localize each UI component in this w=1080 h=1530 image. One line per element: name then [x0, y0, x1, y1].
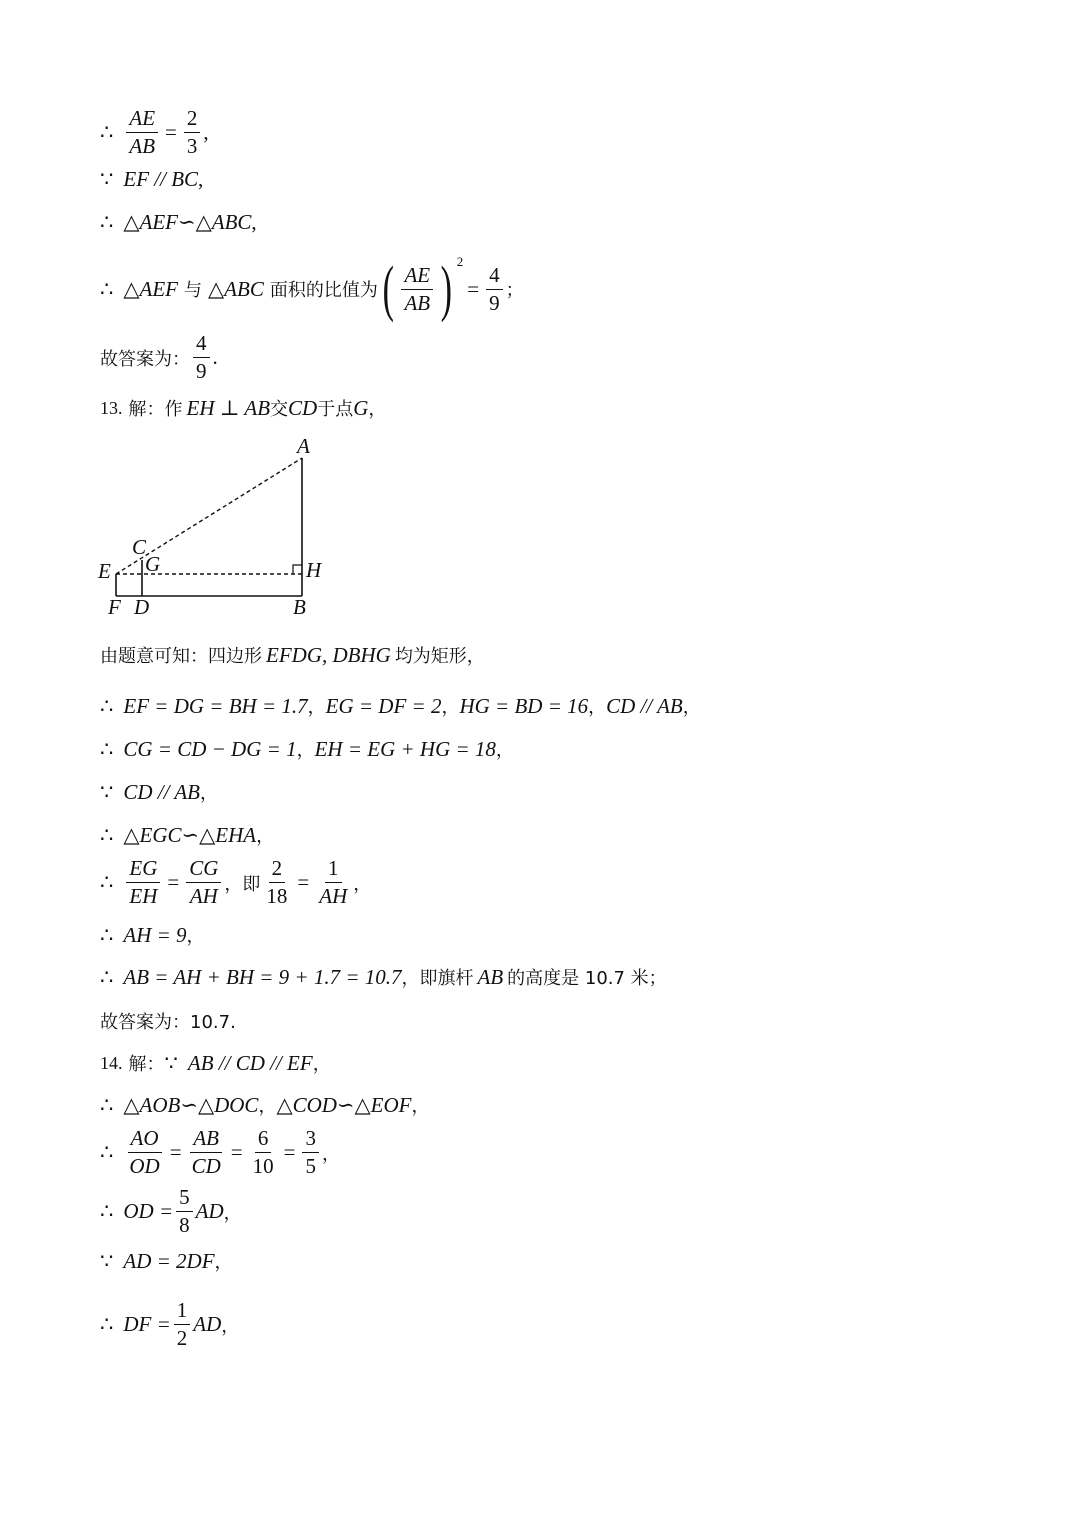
chinese-text: 故答案为： [100, 348, 190, 370]
chinese-text: 与 [184, 280, 203, 301]
fraction-cg-ah: $\frac{CG}{AH}$ [186, 858, 221, 907]
punctuation: ， [682, 697, 701, 718]
label-g: G [145, 552, 161, 576]
chinese-text: 于点 [317, 399, 354, 420]
math-expression: △ABC [208, 276, 264, 301]
line-proportion [100, 858, 371, 907]
math-expression: EFDG, DBHG [266, 642, 391, 667]
line-ef-parallel-bc [100, 167, 203, 192]
line-problem-14 [100, 1050, 331, 1076]
label-h: H [306, 558, 322, 582]
chinese-text: 面积的比值为 [269, 280, 378, 301]
fraction-2-18: $\frac{2}{18}$ [266, 856, 288, 908]
math-expression: EF = DG = BH = 1.7 [123, 693, 308, 718]
punctuation: , [251, 210, 257, 234]
line-ratio-ae-ab [100, 108, 209, 157]
because-symbol: ∵ [164, 1050, 178, 1075]
label-b: B [293, 595, 306, 619]
math-expression: OD = [123, 1199, 174, 1223]
therefore-symbol: ∴ [100, 964, 114, 989]
chinese-text: ，即 [224, 873, 261, 895]
line-od-ad [100, 1187, 242, 1236]
punctuation: ， [307, 697, 326, 718]
punctuation: ， [223, 1202, 242, 1224]
math-expression: EF // BC [123, 167, 199, 191]
equals: = [169, 1140, 182, 1164]
math-expression: AB // CD // EF [187, 1050, 313, 1075]
therefore-symbol: ∴ [100, 120, 114, 144]
punctuation: , [198, 167, 204, 191]
geometry-figure [90, 430, 350, 630]
math-expression: EH = EG + HG = 18 [314, 736, 496, 761]
line-ab-height [100, 964, 667, 990]
therefore-symbol: ∴ [100, 276, 114, 301]
equals: = [230, 1140, 243, 1164]
math-expression: AB = AH + BH = 9 + 1.7 = 10.7 [123, 964, 402, 989]
fraction-ae-ab: $\frac{AE}{AB}$ [126, 108, 158, 157]
punctuation: ， [312, 1054, 331, 1075]
therefore-symbol: ∴ [100, 1199, 114, 1223]
math-expression: △EGC∽△EHA [123, 822, 257, 847]
chinese-text: 解：作 [128, 399, 183, 420]
math-expression: AB [477, 964, 504, 989]
math-expression: △AEF [123, 276, 179, 301]
therefore-symbol: ∴ [100, 1092, 114, 1117]
line-rectangles [100, 642, 485, 668]
math-expression: △COD∽△EOF [276, 1092, 412, 1117]
line-similar-aob-doc [100, 1092, 430, 1118]
fraction-ao-od: $\frac{AO}{OD}$ [129, 1126, 160, 1178]
therefore-symbol: ∴ [100, 1140, 114, 1164]
line-df-ad [100, 1300, 239, 1349]
math-expression: AH = 9 [123, 922, 187, 947]
label-d: D [134, 595, 150, 619]
line-lengths [100, 693, 701, 719]
label-a: A [297, 434, 310, 458]
line-answer-10-7 [100, 1008, 236, 1034]
therefore-symbol: ∴ [100, 922, 114, 947]
chinese-text: 由题意可知：四边形 [100, 646, 262, 667]
math-expression: △AEF∽△ABC [123, 210, 252, 234]
fraction-eg-eh: $\frac{EG}{EH}$ [126, 858, 160, 907]
fraction-1-ah: $\frac{1}{AH}$ [319, 856, 348, 908]
fraction-4-9: $\frac{4}{9}$ [193, 333, 210, 382]
fraction-3-5: $\frac{3}{5}$ [302, 1128, 319, 1177]
punctuation: ， [200, 783, 218, 804]
math-expression: EG = DF = 2 [325, 693, 442, 718]
math-expression: AD [193, 1312, 222, 1336]
punctuation: ， [353, 873, 372, 895]
math-expression: CD [288, 395, 318, 420]
fraction-1-2: $\frac{1}{2}$ [174, 1300, 191, 1349]
problem-number: 13. [100, 397, 123, 418]
punctuation: ， [441, 697, 460, 718]
chinese-text: 的高度是 10.7 米； [507, 968, 667, 989]
line-ratio-ao-od [100, 1128, 340, 1177]
fraction-6-10: $\frac{6}{10}$ [252, 1126, 274, 1178]
fraction-ab-cd: $\frac{AB}{CD}$ [191, 1126, 221, 1178]
therefore-symbol: ∴ [100, 693, 114, 718]
fraction-4-9: $\frac{4}{9}$ [486, 265, 503, 314]
punctuation: ， [321, 1143, 340, 1165]
math-expression: G [353, 395, 369, 420]
line-answer-4-9 [100, 333, 218, 382]
therefore-symbol: ∴ [100, 870, 114, 894]
squared-ratio: ( $\frac{AE}{AB}$ ) 2 [382, 254, 464, 323]
punctuation: ， [368, 399, 387, 420]
punctuation: ； [505, 280, 524, 301]
punctuation: ， [411, 1096, 430, 1117]
because-symbol: ∵ [100, 779, 114, 804]
because-symbol: ∵ [100, 1248, 114, 1273]
punctuation: ， [186, 926, 205, 947]
math-expression: CD // AB [123, 779, 200, 804]
math-expression: △AOB∽△DOC [123, 1092, 259, 1117]
punctuation: . [212, 345, 218, 369]
punctuation: ， [214, 1252, 233, 1273]
line-area-ratio [100, 254, 524, 323]
label-f: F [108, 595, 121, 619]
therefore-symbol: ∴ [100, 822, 114, 847]
math-expression: HG = BD = 16 [459, 693, 589, 718]
because-symbol: ∵ [100, 167, 114, 191]
punctuation: ， [296, 740, 315, 761]
line-ad-2df [100, 1248, 233, 1274]
therefore-symbol: ∴ [100, 1312, 114, 1336]
line-similar-egc-eha [100, 822, 274, 848]
chinese-text: 交 [270, 399, 289, 420]
math-expression: CG = CD − DG = 1 [123, 736, 297, 761]
fraction-2-3: $\frac{2}{3}$ [184, 108, 201, 157]
equals: = [297, 870, 310, 894]
problem-number: 14. [100, 1052, 123, 1073]
line-cd-parallel-ab [100, 779, 218, 805]
punctuation: , [203, 120, 209, 144]
chinese-text: 解： [128, 1054, 165, 1075]
punctuation: ， [256, 826, 275, 847]
punctuation: ， [258, 1096, 277, 1117]
chinese-text: ，即旗杆 [401, 968, 474, 989]
equals: = [165, 120, 177, 144]
punctuation: ， [495, 740, 514, 761]
equals: = [467, 276, 480, 301]
chinese-text: 故答案为：10.7. [100, 1012, 236, 1033]
punctuation: ， [588, 697, 607, 718]
math-expression: EH ⊥ AB [186, 395, 271, 420]
label-c: C [132, 535, 147, 559]
line-cg-eh [100, 736, 514, 762]
math-expression: DF = [123, 1312, 171, 1336]
chinese-text: 均为矩形， [394, 646, 485, 667]
label-e: E [98, 559, 111, 583]
equals: = [283, 1140, 296, 1164]
line-ah-9 [100, 922, 205, 948]
line-similar-triangles [100, 210, 257, 235]
equals: = [167, 870, 180, 894]
fraction-5-8: $\frac{5}{8}$ [176, 1187, 193, 1236]
math-expression: AD [195, 1199, 224, 1223]
therefore-symbol: ∴ [100, 210, 114, 234]
therefore-symbol: ∴ [100, 736, 114, 761]
math-expression: AD = 2DF [123, 1248, 215, 1273]
line-problem-13 [100, 395, 386, 421]
math-expression: CD // AB [606, 693, 683, 718]
punctuation: ， [221, 1315, 240, 1337]
right-angle-mark [293, 565, 302, 574]
